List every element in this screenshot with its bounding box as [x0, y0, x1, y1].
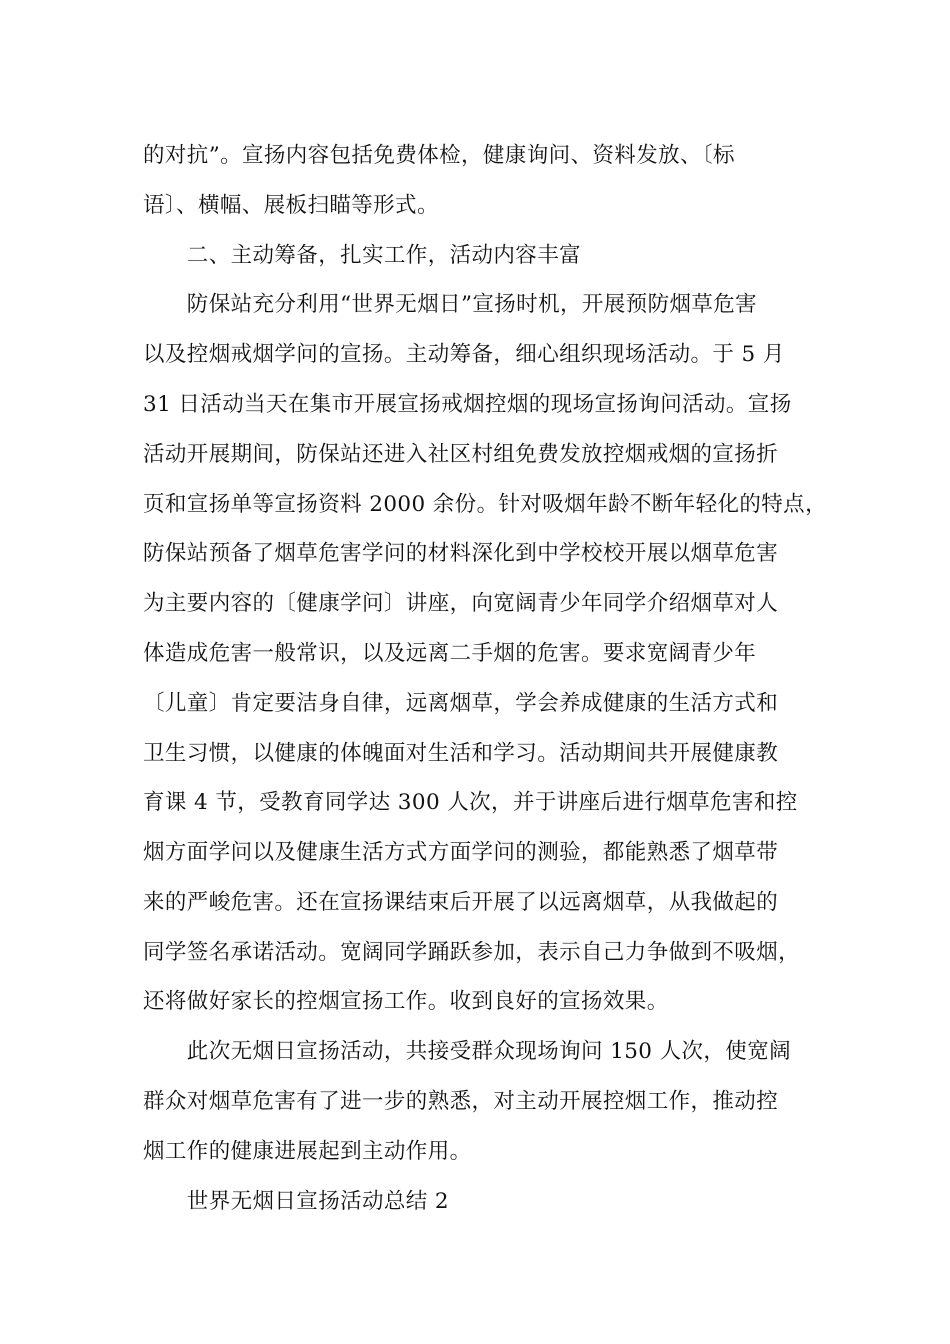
text-line: 来的严峻危害。还在宣扬课结束后开展了以远离烟草，从我做起的 — [143, 890, 779, 915]
text-line: 语〕、横幅、展板扫瞄等形式。 — [143, 193, 439, 218]
text-line: 页和宣扬单等宣扬资料 2000 余份。针对吸烟年龄不断年轻化的特点， — [143, 492, 827, 517]
section-heading: 二、主动筹备，扎实工作，活动内容丰富 — [143, 243, 582, 268]
section-title: 世界无烟日宣扬活动总结 2 — [143, 1189, 450, 1214]
text-line: 同学签名承诺活动。宽阔同学踊跃参加，表示自己力争做到不吸烟， — [143, 940, 801, 965]
text-line: 〔儿童〕肯定要洁身自律，远离烟草，学会养成健康的生活方式和 — [143, 691, 779, 716]
text-line: 以及控烟戒烟学问的宣扬。主动筹备，细心组织现场活动。于 5 月 — [143, 342, 785, 367]
text-line: 为主要内容的〔健康学问〕讲座，向宽阔青少年同学介绍烟草对人 — [143, 591, 779, 616]
text-line: 的对抗”。宣扬内容包括免费体检，健康询问、资料发放、〔标 — [143, 143, 735, 168]
text-line: 活动开展期间，防保站还进入社区村组免费发放控烟戒烟的宣扬折 — [143, 442, 779, 467]
text-line: 烟方面学问以及健康生活方式方面学问的测验，都能熟悉了烟草带 — [143, 840, 779, 865]
text-line: 防保站预备了烟草危害学问的材料深化到中学校校开展以烟草危害 — [143, 541, 779, 566]
text-line: 群众对烟草危害有了进一步的熟悉，对主动开展控烟工作，推动控 — [143, 1089, 779, 1114]
text-line: 此次无烟日宣扬活动，共接受群众现场询问 150 人次，使宽阔 — [143, 1039, 792, 1064]
text-line: 烟工作的健康进展起到主动作用。 — [143, 1139, 472, 1164]
text-line: 体造成危害一般常识，以及远离二手烟的危害。要求宽阔青少年 — [143, 641, 757, 666]
text-line: 育课 4 节，受教育同学达 300 人次，并于讲座后进行烟草危害和控 — [143, 790, 798, 815]
text-line: 卫生习惯，以健康的体魄面对生活和学习。活动期间共开展健康教 — [143, 741, 779, 766]
text-line: 防保站充分利用“世界无烟日”宣扬时机，开展预防烟草危害 — [143, 292, 758, 317]
text-line: 31 日活动当天在集市开展宣扬戒烟控烟的现场宣扬询问活动。宣扬 — [143, 392, 792, 417]
text-line: 还将做好家长的控烟宣扬工作。收到良好的宣扬效果。 — [143, 989, 669, 1014]
